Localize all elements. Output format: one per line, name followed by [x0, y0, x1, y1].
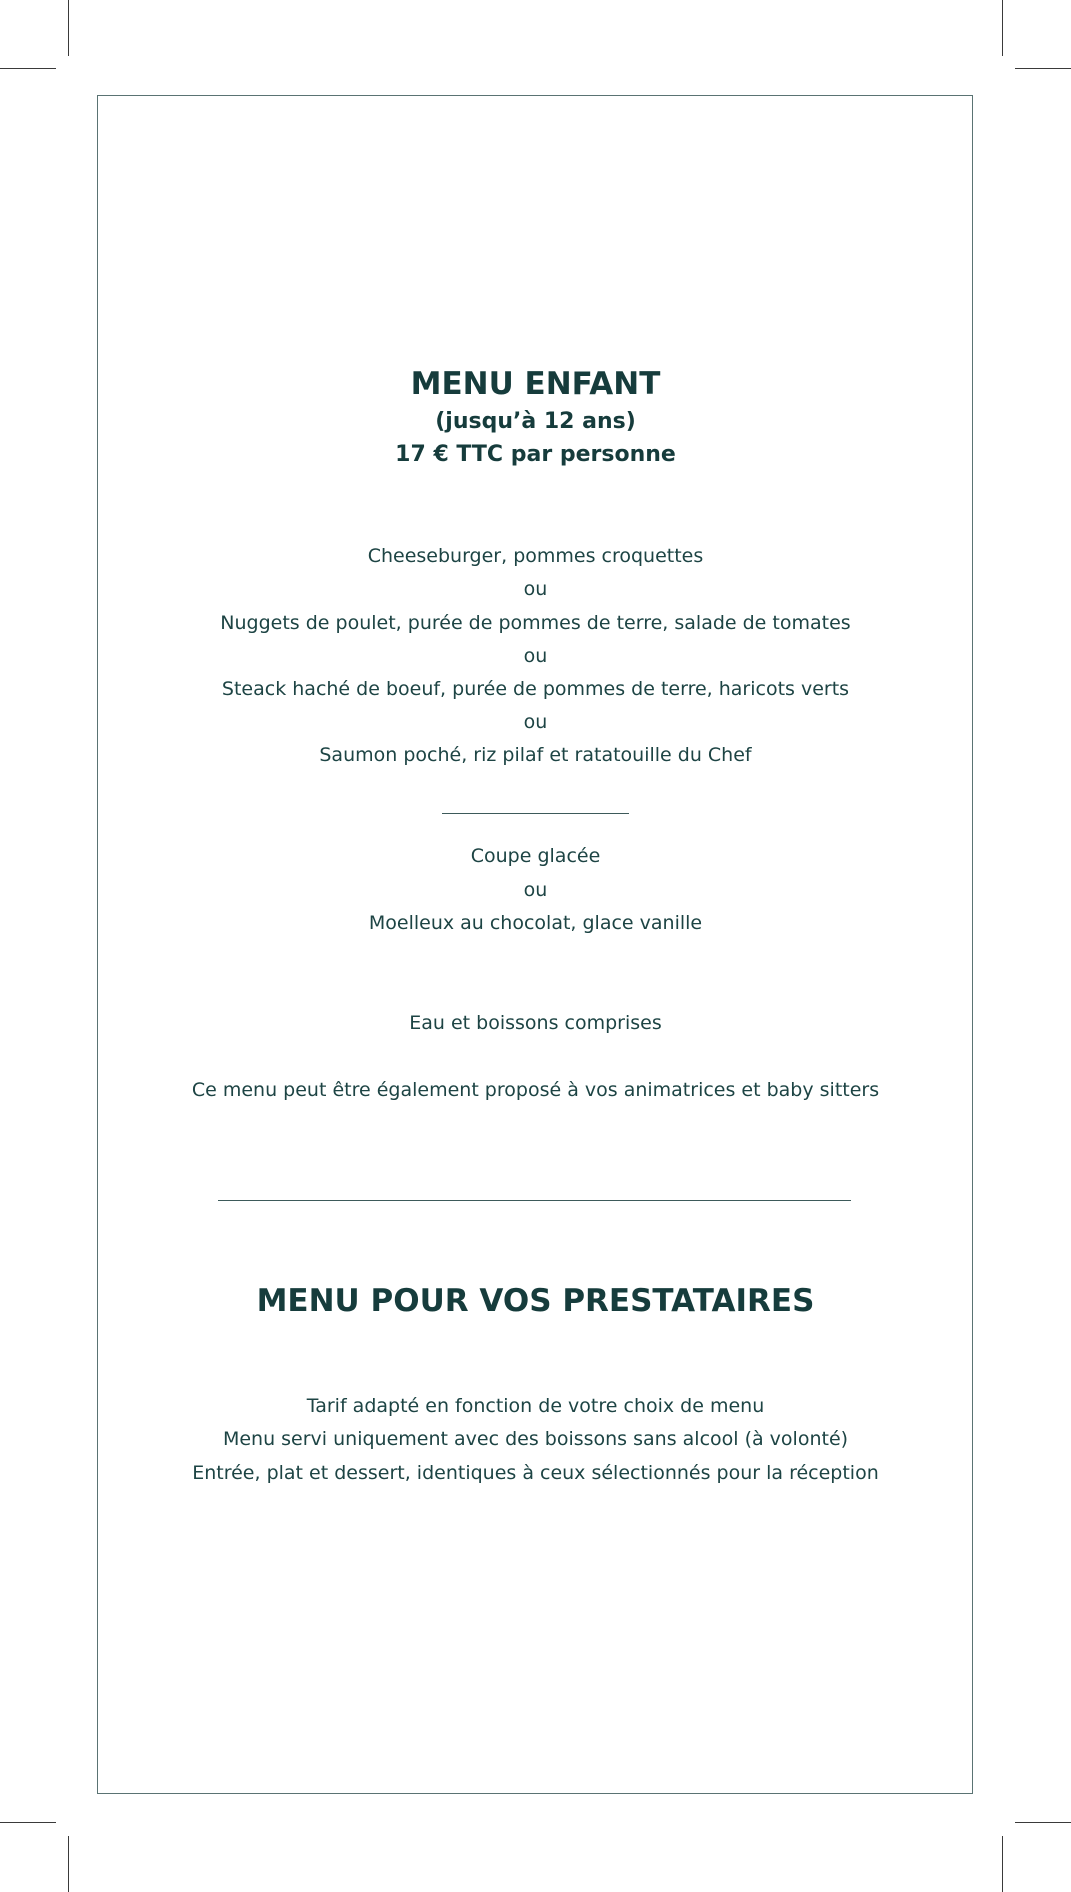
kids-menu-price: 17 € TTC par personne: [395, 442, 676, 467]
kids-menu-title: MENU ENFANT: [410, 366, 661, 402]
crop-mark: [1015, 1822, 1071, 1823]
crop-mark: [0, 1822, 56, 1823]
crop-mark: [1015, 68, 1071, 69]
short-divider: [442, 813, 629, 814]
dessert-item: Moelleux au chocolat, glace vanille: [368, 912, 703, 934]
menu-card-frame: [97, 95, 973, 1794]
or-separator: ou: [523, 711, 548, 733]
drinks-note: Eau et boissons comprises: [409, 1012, 662, 1034]
or-separator: ou: [523, 578, 548, 600]
providers-menu-title: MENU POUR VOS PRESTATAIRES: [256, 1283, 815, 1319]
main-course-item: Cheeseburger, pommes croquettes: [367, 545, 704, 567]
main-course-item: Saumon poché, riz pilaf et ratatouille du Chef: [319, 744, 752, 766]
kids-menu-age-note: (jusqu’à 12 ans): [435, 409, 636, 434]
or-separator: ou: [523, 879, 548, 901]
crop-mark: [68, 1836, 69, 1892]
crop-mark: [0, 68, 56, 69]
section-divider: [218, 1200, 851, 1201]
babysitter-note: Ce menu peut être également proposé à vos animatrices et baby sitters: [191, 1079, 880, 1101]
providers-menu-line: Menu servi uniquement avec des boissons sans alcool (à volonté): [222, 1428, 849, 1450]
main-course-item: Steack haché de boeuf, purée de pommes de terre, haricots verts: [221, 678, 850, 700]
or-separator: ou: [523, 645, 548, 667]
crop-mark: [1002, 1836, 1003, 1892]
main-course-item: Nuggets de poulet, purée de pommes de terre, salade de tomates: [220, 612, 851, 634]
providers-menu-line: Tarif adapté en fonction de votre choix de menu: [306, 1395, 765, 1417]
crop-mark: [68, 0, 69, 56]
providers-menu-line: Entrée, plat et dessert, identiques à ceux sélectionnés pour la réception: [192, 1462, 879, 1484]
dessert-item: Coupe glacée: [470, 845, 601, 867]
crop-mark: [1002, 0, 1003, 56]
